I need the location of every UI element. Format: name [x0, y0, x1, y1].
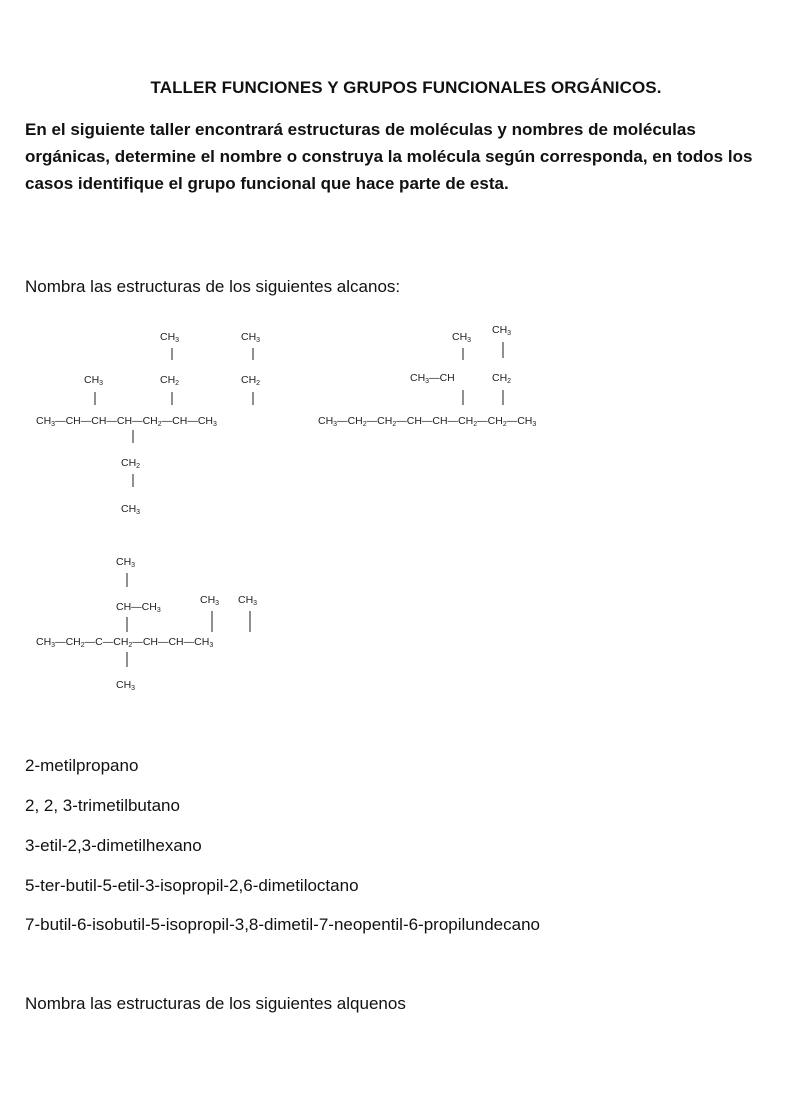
svg-text:CH3—CH2—CH2—CH—CH—CH2—CH2—CH3: CH3—CH2—CH2—CH—CH—CH2—CH2—CH3: [318, 415, 537, 428]
alkenes-heading: Nombra las estructuras de los siguientes alquenos: [25, 994, 406, 1013]
alkane-name-1: 2-metilpropano: [25, 756, 139, 775]
alkane-name-4: 5-ter-butil-5-etil-3-isopropil-2,6-dimetiloctano: [25, 876, 359, 895]
svg-text:CH3—CH: CH3—CH: [410, 372, 455, 385]
svg-text:CH3: CH3: [452, 331, 472, 344]
alkane-name-3: 3-etil-2,3-dimetilhexano: [25, 836, 202, 855]
svg-text:CH—CH3: CH—CH3: [116, 601, 161, 614]
svg-text:CH3: CH3: [84, 374, 104, 387]
svg-text:CH2: CH2: [241, 374, 261, 387]
alkanes-heading: Nombra las estructuras de los siguientes alcanos:: [25, 277, 401, 296]
svg-text:CH3: CH3: [160, 331, 180, 344]
structure-3: [36, 556, 257, 692]
structure-2: [318, 324, 536, 428]
svg-text:CH3—CH—CH—CH—CH2—CH—CH3: CH3—CH—CH—CH—CH2—CH—CH3: [36, 415, 217, 428]
instructions-paragraph: En el siguiente taller encontrará estructuras de moléculas y nombres de moléculas orgánicas, determine el nombre o construya la molécula según corresponda, en todos los casos identifique el grupo funcional que hace parte de esta.: [25, 120, 753, 193]
alkane-name-2: 2, 2, 3-trimetilbutano: [25, 796, 180, 815]
svg-text:CH3: CH3: [492, 324, 512, 337]
svg-text:CH2: CH2: [121, 457, 141, 470]
svg-text:CH3: CH3: [121, 503, 141, 516]
document-title: TALLER FUNCIONES Y GRUPOS FUNCIONALES ORGÁNICOS.: [150, 78, 662, 97]
svg-text:CH3: CH3: [116, 679, 136, 692]
alkane-name-5: 7-butil-6-isobutil-5-isopropil-3,8-dimetil-7-neopentil-6-propilundecano: [25, 915, 540, 934]
svg-text:CH3: CH3: [241, 331, 261, 344]
svg-text:CH2: CH2: [492, 372, 512, 385]
structure-1: [36, 331, 260, 516]
svg-text:CH3: CH3: [116, 556, 136, 569]
svg-text:CH3: CH3: [238, 594, 258, 607]
svg-text:CH3: CH3: [200, 594, 220, 607]
svg-text:CH3—CH2—C—CH2—CH—CH—CH3: CH3—CH2—C—CH2—CH—CH—CH3: [36, 636, 214, 649]
svg-text:CH2: CH2: [160, 374, 180, 387]
